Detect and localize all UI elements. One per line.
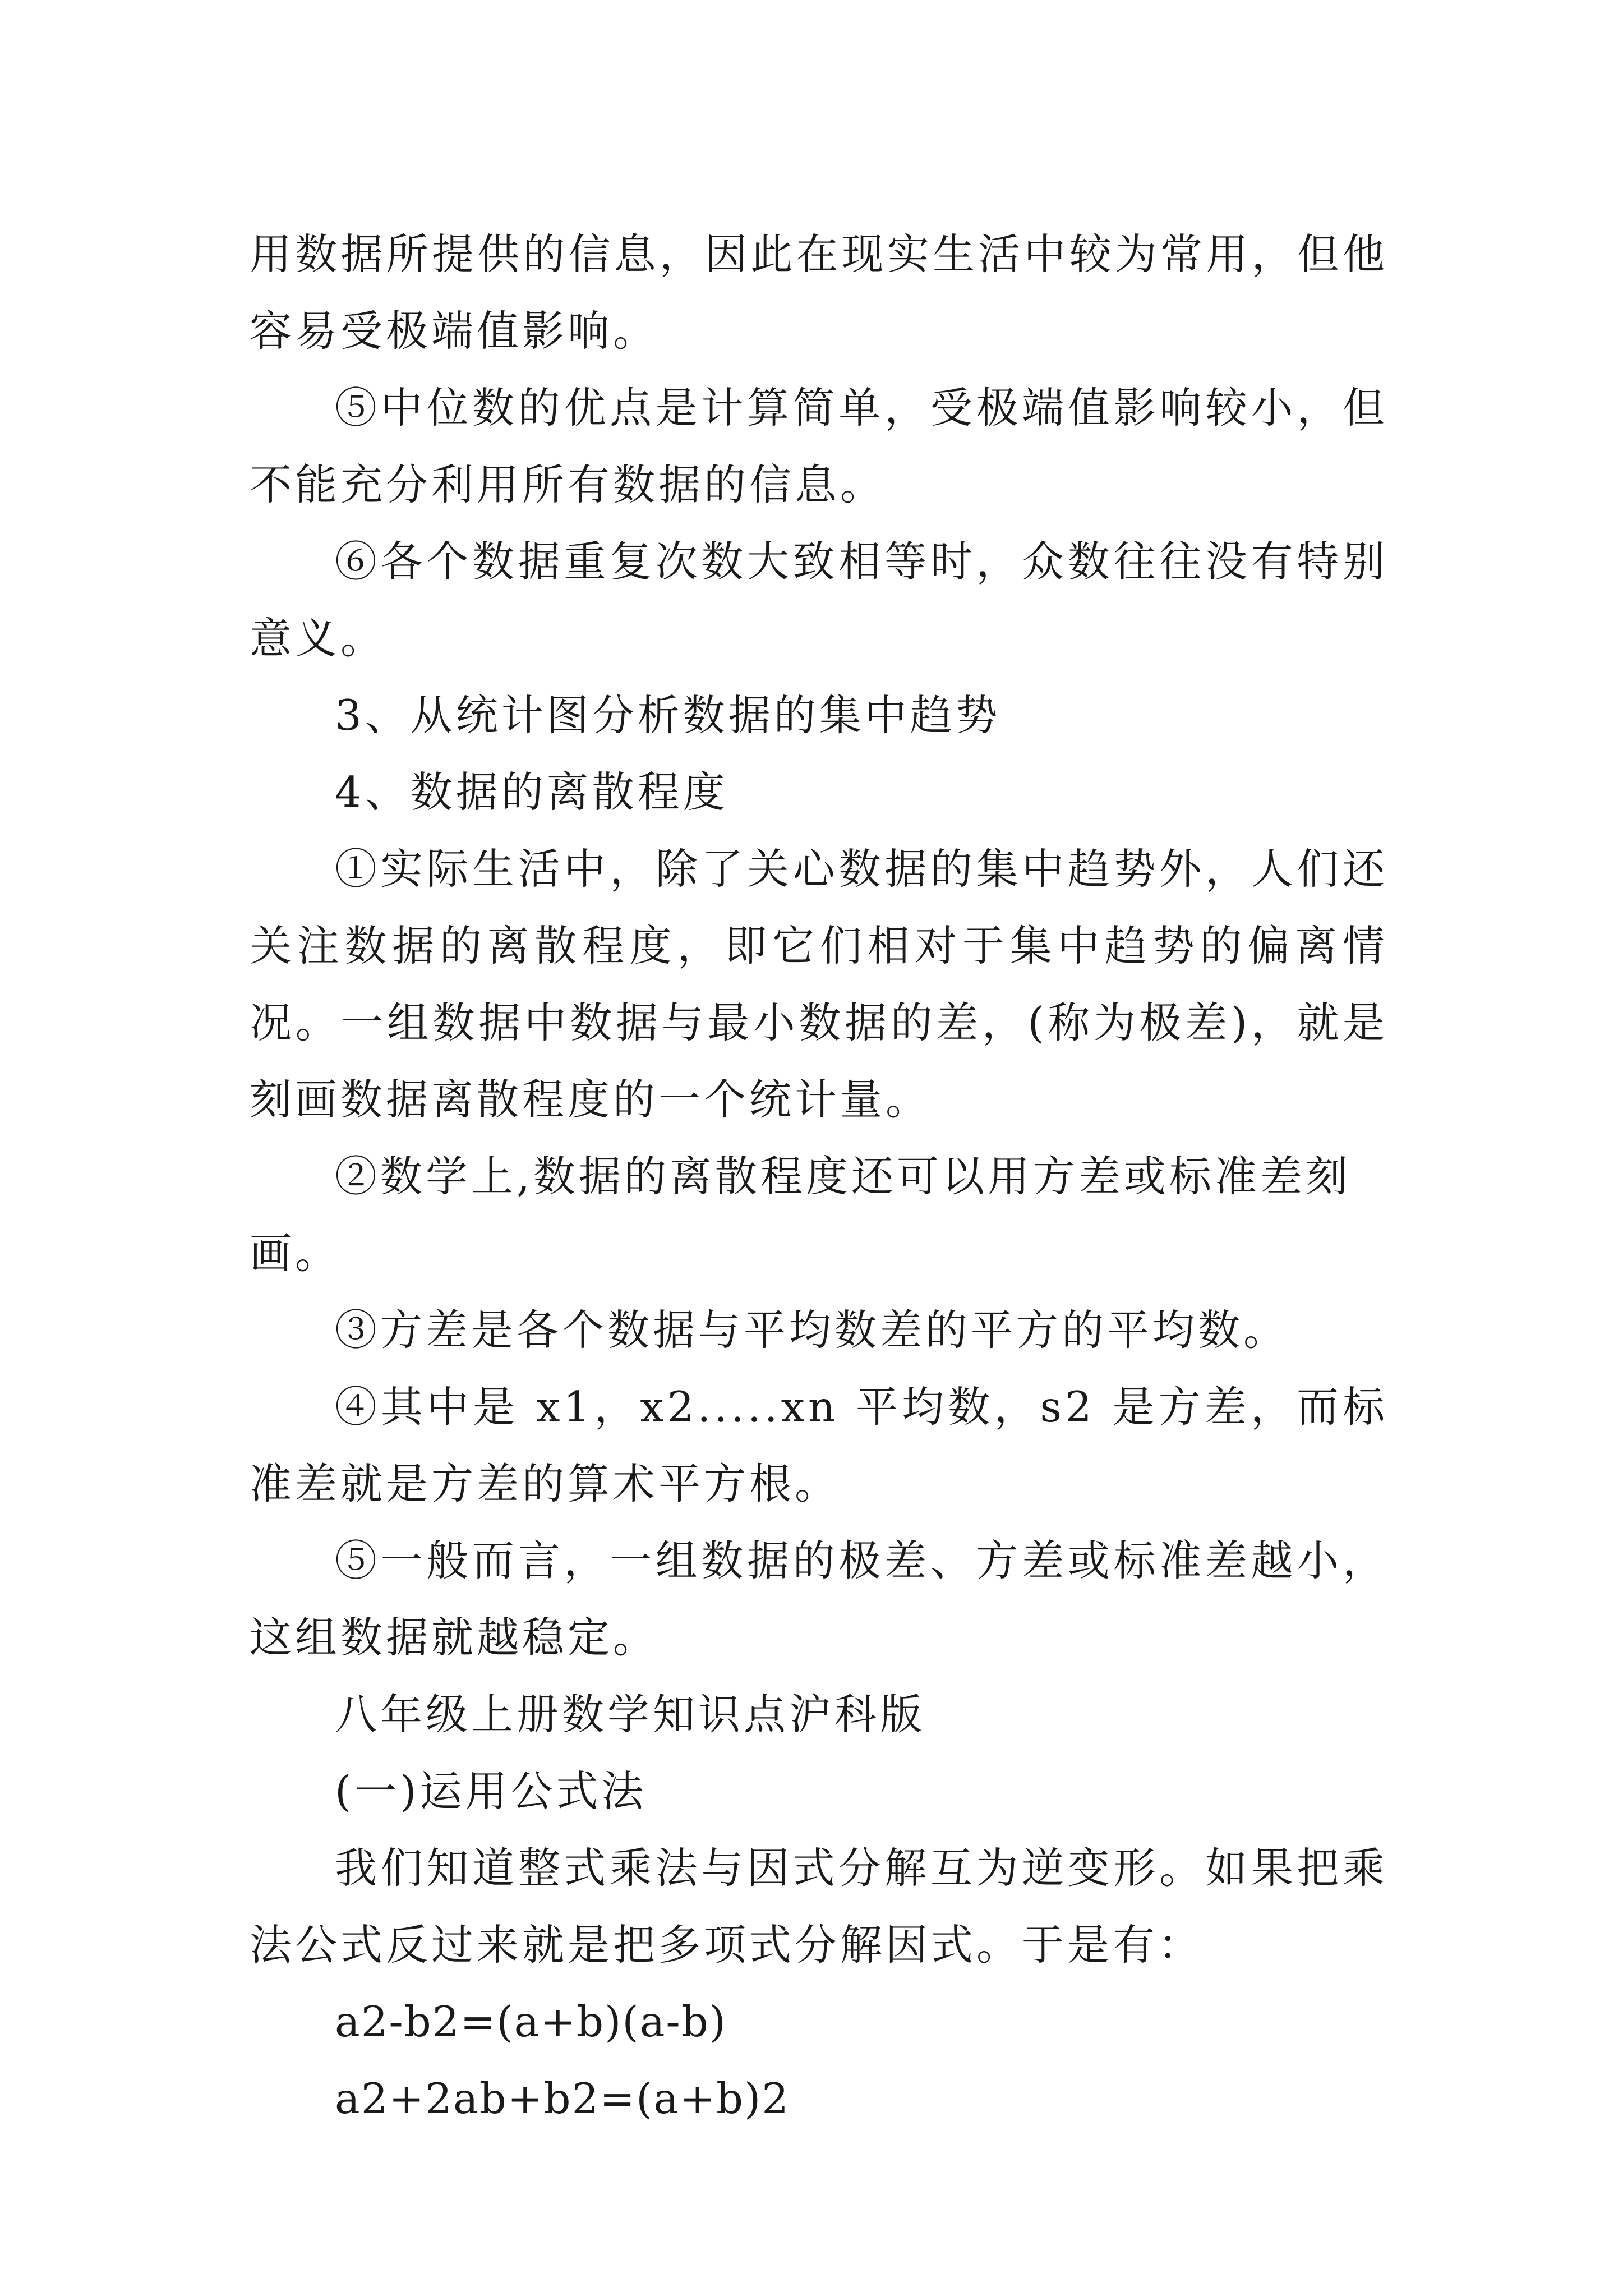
document-body <box>250 216 1388 2137</box>
heading-chart-analysis: 3、从统计图分析数据的集中趋势 <box>335 691 1001 740</box>
paragraph-median: ⑤中位数的优点是计算简单，受极端值影响较小，但不能充分利用所有数据的信息。 <box>250 383 1388 509</box>
paragraph-factorization: 我们知道整式乘法与因式分解互为逆变形。如果把乘法公式反过来就是把多项式分解因式。于是有： <box>250 1843 1388 1970</box>
paragraph-variance-intro: ②数学上,数据的离散程度还可以用方差或标准差刻画。 <box>250 1152 1351 1278</box>
paragraph-standard-deviation: ④其中是 x1，x2.....xn 平均数，s2 是方差，而标准差就是方差的算术平方根。 <box>250 1382 1388 1508</box>
paragraph-mode: ⑥各个数据重复次数大致相等时，众数往往没有特别意义。 <box>250 537 1388 663</box>
paragraph-continuation: 用数据所提供的信息，因此在现实生活中较为常用，但他容易受极端值影响。 <box>250 229 1388 356</box>
paragraph-range: ①实际生活中，除了关心数据的集中趋势外，人们还关注数据的离散程度，即它们相对于集中趋势的偏离情况。一组数据中数据与最小数据的差，(称为极差)，就是刻画数据离散程度的一个统计量。 <box>250 844 1388 1124</box>
section-title: 八年级上册数学知识点沪科版 <box>335 1690 926 1739</box>
formula-difference-of-squares: a2-b2=(a+b)(a-b) <box>335 1997 727 2046</box>
paragraph-variance-definition: ③方差是各个数据与平均数差的平方的平均数。 <box>335 1305 1289 1355</box>
formula-perfect-square: a2+2ab+b2=(a+b)2 <box>335 2074 790 2123</box>
heading-dispersion: 4、数据的离散程度 <box>335 767 728 817</box>
paragraph-stability: ⑤一般而言，一组数据的极差、方差或标准差越小，这组数据就越稳定。 <box>250 1536 1388 1662</box>
subsection-title: (一)运用公式法 <box>335 1766 647 1816</box>
